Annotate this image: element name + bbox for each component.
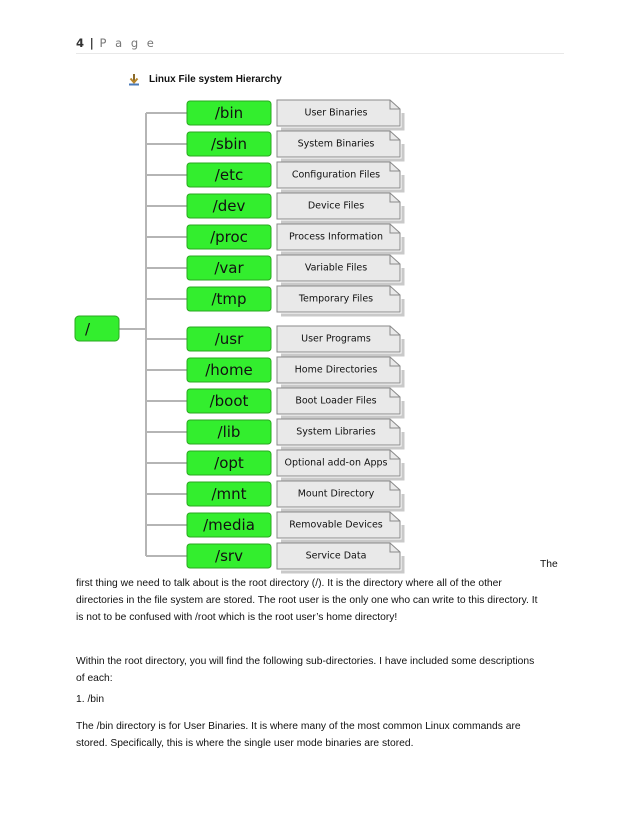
description-label: Boot Loader Files [295, 395, 377, 407]
bin-paragraph [76, 718, 521, 752]
description-label: System Binaries [297, 138, 375, 150]
description-label: Service Data [305, 550, 367, 562]
description-label: Device Files [307, 200, 365, 212]
description-label: System Libraries [296, 426, 376, 438]
description-label: Variable Files [304, 262, 368, 274]
subdirectories-line: Within the root directory, you will find the following sub-directories. I have included some descriptions [76, 656, 535, 667]
root-label: / [85, 320, 91, 338]
intro-line: is not to be confused with /root which is the root user’s home directory! [76, 612, 398, 623]
description-label: Mount Directory [297, 488, 375, 500]
bin-line: The /bin directory is for User Binaries. It is where many of the most common Linux commands are [76, 721, 521, 732]
intro-the-word: The [540, 559, 558, 570]
description-label: Process Information [288, 231, 384, 243]
list-item-label: 1. /bin [76, 694, 105, 705]
list-item-bin [76, 691, 104, 708]
subdirectories-line: of each: [76, 673, 113, 684]
subdirectories-paragraph [76, 653, 534, 687]
directory-label: /opt [214, 454, 244, 472]
directory-label: /proc [210, 228, 248, 246]
directory-label: /tmp [211, 290, 247, 308]
description-label: Home Directories [294, 364, 378, 376]
description-label: User Programs [301, 333, 371, 345]
intro-line: first thing we need to talk about is the root directory (/). It is the directory where all of the other [76, 578, 502, 589]
directory-label: /home [205, 361, 253, 379]
page-label: P a g e [99, 36, 157, 50]
description-label: Temporary Files [298, 293, 374, 305]
heading-text: Linux File system Hierarchy [149, 74, 282, 85]
directory-label: /boot [209, 392, 249, 410]
description-label: User Binaries [304, 107, 368, 119]
directory-label: /media [203, 516, 255, 534]
directory-label: /mnt [211, 485, 247, 503]
directory-label: /lib [217, 423, 241, 441]
description-label: Optional add-on Apps [284, 457, 388, 469]
description-label: Configuration Files [291, 169, 381, 181]
directory-label: /sbin [210, 135, 248, 153]
page-number: 4 [76, 36, 85, 50]
directory-label: /srv [215, 547, 243, 565]
directory-label: /bin [214, 104, 244, 122]
description-label: Removable Devices [289, 519, 383, 531]
intro-line: directories in the file system are stored. The root user is the only one who can write to this directory. It [76, 595, 538, 606]
directory-label: /usr [214, 330, 244, 348]
directory-label: /etc [214, 166, 244, 184]
page-separator: | [89, 36, 94, 50]
bin-line: stored. Specifically, this is where the single user mode binaries are stored. [76, 738, 414, 749]
directory-label: /var [214, 259, 244, 277]
directory-label: /dev [212, 197, 246, 215]
intro-paragraph [76, 575, 537, 626]
root-box [75, 316, 119, 341]
